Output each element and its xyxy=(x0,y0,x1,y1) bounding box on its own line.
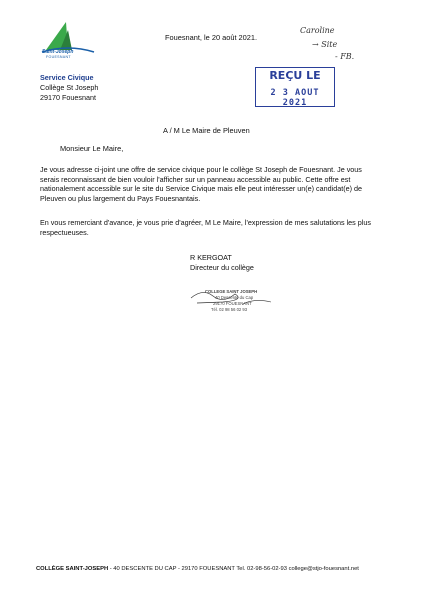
received-stamp-label: REÇU LE xyxy=(269,69,321,82)
sender-block xyxy=(40,73,98,103)
school-stamp-line3: 29170 FOUESNANT xyxy=(213,301,252,306)
sender-address-line1: Collège St Joseph xyxy=(40,83,99,92)
signer-role: Directeur du collège xyxy=(190,262,254,272)
school-stamp-line2: 40 Descente du Cap xyxy=(215,295,254,300)
logo-text: Saint-Joseph xyxy=(42,49,74,55)
received-stamp xyxy=(255,67,335,107)
handwritten-note-line3: - FB. xyxy=(335,52,355,61)
sender-name: Service Civique xyxy=(40,73,94,82)
signature-block xyxy=(190,253,254,272)
signer-name: R KERGOAT xyxy=(190,253,232,262)
page-footer xyxy=(36,566,359,572)
logo-subtext: FOUESNANT xyxy=(46,55,71,59)
salutation: Monsieur Le Maire, xyxy=(60,144,124,153)
letter-date: Fouesnant, le 20 août 2021. xyxy=(165,33,258,42)
school-stamp xyxy=(183,286,293,316)
body-paragraph-2: En vous remerciant d'avance, je vous prie d'agréer, M Le Maire, l'expression de mes salutations les plus respectueuses. xyxy=(40,218,371,237)
sender-address-line2: 29170 Fouesnant xyxy=(40,93,96,102)
handwritten-note-line2: → Site xyxy=(312,40,338,49)
footer-address: - 40 DESCENTE DU CAP - 29170 FOUESNANT Tel. 02-98-56-02-93 college@stjo-fouesnant.net xyxy=(108,566,359,572)
footer-school-name: COLLÈGE SAINT-JOSEPH xyxy=(36,566,109,572)
handwritten-note-line1: Caroline xyxy=(300,26,335,35)
recipient-line: A / M Le Maire de Pleuven xyxy=(163,126,250,135)
received-stamp-date: 2 3 AOUT 2021 xyxy=(270,88,320,108)
school-stamp-line1: COLLEGE SAINT JOSEPH xyxy=(205,289,258,294)
school-stamp-line4: Tél. 02 98 56 02 93 xyxy=(211,307,248,312)
body-paragraph-1: Je vous adresse ci-joint une offre de service civique pour le collège St Joseph de Fouesnant. Je vous serais reconnaissant de bien vouloir l'afficher sur un panneau accessible au public. Cette offre est nationalement accessible sur le site du Service Civique mais elle peut intéresser un(e) candidat(e) de Pleuven ou plus largement du Pays Fouesnantais. xyxy=(40,165,363,203)
